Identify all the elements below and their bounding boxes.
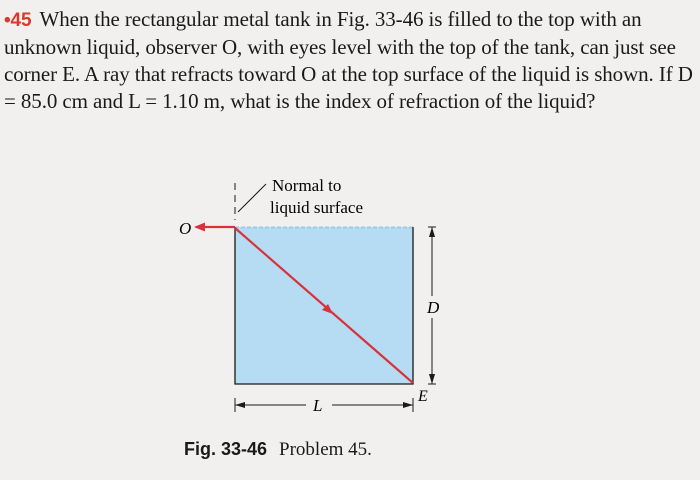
caption-label: Fig. 33-46 [184, 439, 268, 459]
figure-caption [184, 439, 372, 461]
problem-text: When the rectangular metal tank in Fig. 33-46 is filled to the top with an unknown liquid, observer O, with eyes level with the top of the tank, can just see corner E. A ray that refracts toward O at the top surface of the liquid is shown. If D = 85.0 cm and L = 1.10 m, what is the index of refraction of the liquid? [4, 7, 693, 113]
normal-label-line2: liquid surface [270, 198, 363, 217]
normal-label-leader [238, 184, 266, 212]
width-arrow-left [235, 402, 245, 408]
depth-label: D [427, 298, 440, 317]
depth-arrow-bottom [429, 374, 435, 384]
width-arrow-right [403, 402, 413, 408]
ray-to-observer-arrow [194, 223, 205, 232]
corner-label: E [418, 388, 428, 405]
observer-label: O [179, 219, 192, 238]
width-label: L [313, 396, 323, 415]
depth-arrow-top [429, 227, 435, 237]
normal-label-line1: Normal to [272, 176, 342, 195]
caption-text: Problem 45. [279, 439, 372, 460]
problem-number: •45 [4, 10, 32, 31]
